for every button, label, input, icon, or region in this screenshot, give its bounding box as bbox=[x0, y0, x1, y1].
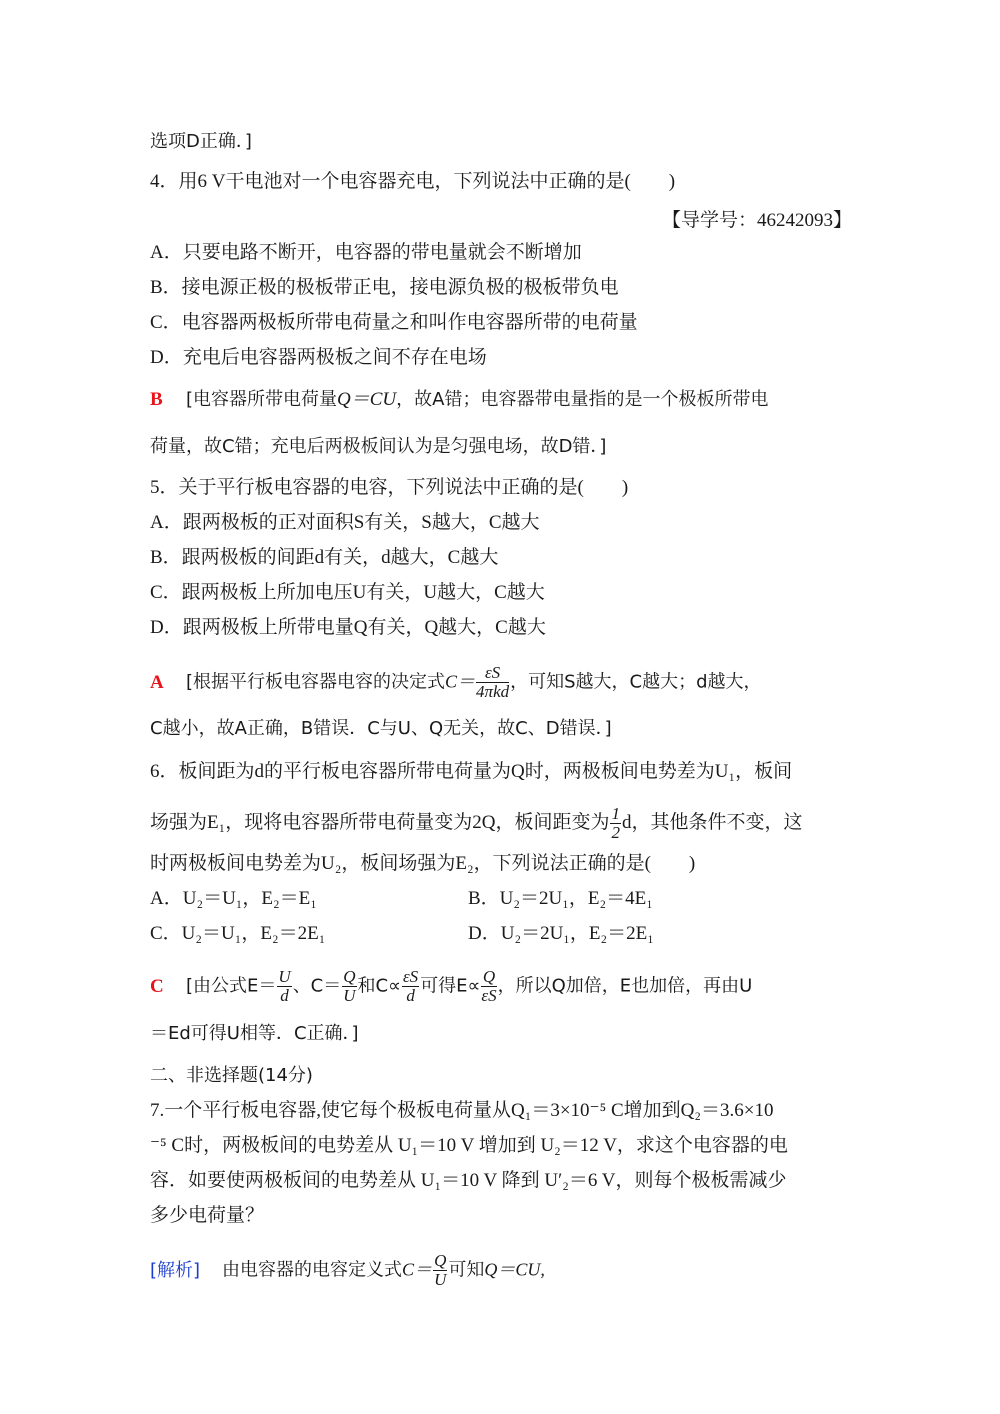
q7-stem-line2: ⁻⁵ C时，两极板间的电势差从 U₁＝10 V 增加到 U₂＝12 V，求这个电容器的电 bbox=[150, 1135, 788, 1156]
q4-option-b: B．接电源正极的极板带正电，接电源负极的极板带负电 bbox=[150, 277, 619, 298]
q7-stem-line3: 容．如要使两极板间的电势差从 U₁＝10 V 降到 U′₂＝6 V，则每个极板需减少 bbox=[150, 1170, 787, 1191]
q6-options-row2 bbox=[150, 922, 850, 946]
section-title: 二、非选择题(14分) bbox=[150, 1065, 313, 1086]
q5-option-b: B．跟两极板的间距d有关，d越大，C越大 bbox=[150, 547, 499, 568]
q5-option-d: D．跟两极板上所带电量Q有关，Q越大，C越大 bbox=[150, 617, 546, 638]
q4-stem: 4．用6 V干电池对一个电容器充电，下列说法中正确的是( ) bbox=[150, 171, 676, 192]
q4-guide-number: 【导学号：46242093】 bbox=[661, 210, 852, 231]
q6-half-fraction: $\frac{1}{2}$ bbox=[611, 804, 620, 842]
q4-option-a: A．只要电路不断开，电容器的带电量就会不断增加 bbox=[150, 242, 582, 263]
q5-explanation-line1: A [根据平行板电容器电容的决定式C＝ $\frac{\varepsilon S}{\text{4πkd}}$ ，可知S越大，C越大；d越大， bbox=[150, 663, 762, 701]
q6-stem-line2: 场强为E₁，现将电容器所带电荷量变为2Q，板间距变为 $\frac{1}{2}$ d，其他条件不变，这 bbox=[150, 804, 803, 842]
q5-answer: A bbox=[150, 671, 164, 693]
q4-answer: B bbox=[150, 389, 163, 410]
q6-option-c: C．U₂＝U₁，E₂＝2E₁ bbox=[150, 923, 326, 944]
q5-explanation-line2: C越小，故A正确，B错误．C与U、Q无关，故C、D错误．] bbox=[150, 718, 612, 739]
q6-explanation-line1: C [由公式E＝ $\frac{U}{d}$ 、C＝ $\frac{Q}{U}$ 和C∝ $\frac{\varepsilon S}{d}$ 可得E∝ $\frac{Q}{\varepsilon S}$ ，所以Q加倍，E也加倍，再由U bbox=[150, 967, 753, 1005]
q5-formula-fraction: $\frac{\varepsilon S}{\text{4πkd}}$ bbox=[476, 663, 510, 701]
prev-answer-tail: 选项D正确．] bbox=[150, 131, 252, 152]
q5-option-a: A．跟两极板的正对面积S有关，S越大，C越大 bbox=[150, 512, 540, 533]
q5-stem: 5．关于平行板电容器的电容，下列说法中正确的是( ) bbox=[150, 477, 629, 498]
q4-explanation-line1: B [电容器所带电荷量Q＝CU，故A错；电容器带电量指的是一个极板所带电 bbox=[150, 389, 769, 410]
q5-option-c: C．跟两极板上所加电压U有关，U越大，C越大 bbox=[150, 582, 545, 603]
q6-options-row1 bbox=[150, 887, 850, 911]
q6-option-d: D．U₂＝2U₁，E₂＝2E₁ bbox=[468, 923, 654, 944]
q6-option-a: A．U₂＝U₁，E₂＝E₁ bbox=[150, 888, 317, 909]
q4-explanation-line2: 荷量，故C错；充电后两极板间认为是匀强电场，故D错．] bbox=[150, 436, 607, 457]
q6-explanation-line2: ＝Ed可得U相等．C正确．] bbox=[150, 1023, 359, 1044]
q6-stem-line3: 时两极板间电势差为U₂，板间场强为E₂，下列说法正确的是( ) bbox=[150, 853, 696, 874]
q7-stem-line1: 7.一个平行板电容器,使它每个极板电荷量从Q₁＝3×10⁻⁵ C增加到Q₂＝3.6×10 bbox=[150, 1100, 774, 1121]
q4-option-c: C．电容器两极板所带电荷量之和叫作电容器所带的电荷量 bbox=[150, 312, 638, 333]
q6-stem-line1: 6．板间距为d的平行板电容器所带电荷量为Q时，两极板间电势差为U₁，板间 bbox=[150, 761, 793, 782]
q6-answer: C bbox=[150, 975, 164, 997]
jiexi-label: [解析] bbox=[150, 1259, 201, 1281]
q4-option-d: D．充电后电容器两极板之间不存在电场 bbox=[150, 347, 487, 368]
q6-option-b: B．U₂＝2U₁，E₂＝4E₁ bbox=[468, 888, 653, 909]
q7-stem-line4: 多少电荷量？ bbox=[150, 1205, 265, 1226]
q7-explanation-line1: [解析] 由电容器的电容定义式C＝ $\frac{Q}{U}$ 可知Q＝CU, bbox=[150, 1251, 545, 1289]
